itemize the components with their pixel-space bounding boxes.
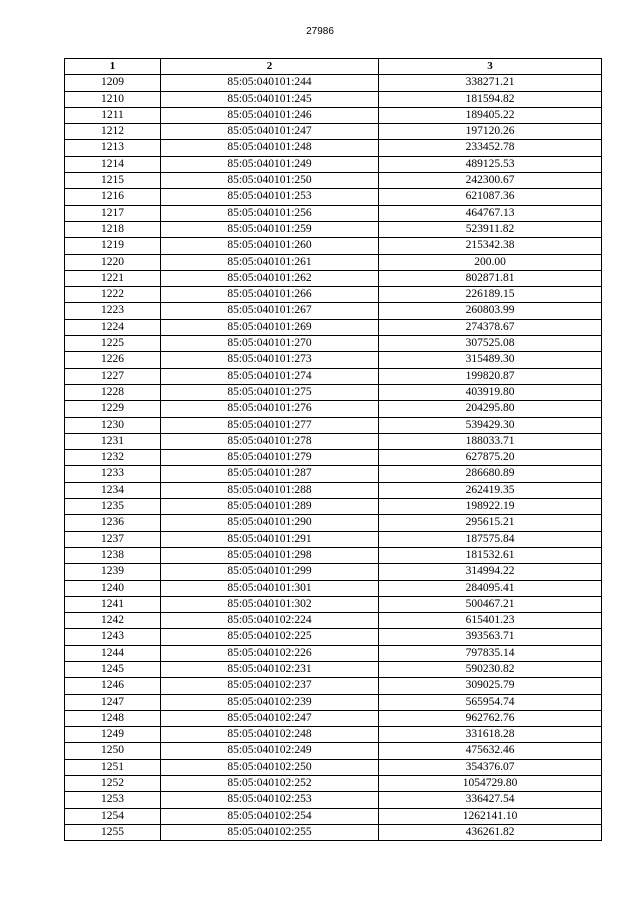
table-row (65, 596, 602, 612)
table-row (65, 303, 602, 319)
cadastral-number-cell: 85:05:040101:256 (161, 205, 379, 221)
cadastral-number-cell: 85:05:040101:248 (161, 140, 379, 156)
table-row (65, 140, 602, 156)
row-number-cell: 1217 (65, 205, 161, 221)
cadastral-value-cell: 393563.71 (379, 629, 602, 645)
row-number-cell: 1210 (65, 91, 161, 107)
cadastral-number-cell: 85:05:040101:247 (161, 124, 379, 140)
row-number-cell: 1251 (65, 759, 161, 775)
cadastral-value-cell: 197120.26 (379, 124, 602, 140)
table-row (65, 547, 602, 563)
table-row (65, 710, 602, 726)
cadastral-number-cell: 85:05:040102:239 (161, 694, 379, 710)
cadastral-number-cell: 85:05:040102:231 (161, 661, 379, 677)
row-number-cell: 1248 (65, 710, 161, 726)
cadastral-number-cell: 85:05:040102:224 (161, 613, 379, 629)
cadastral-value-cell: 274378.67 (379, 319, 602, 335)
cadastral-value-cell: 1054729.80 (379, 776, 602, 792)
table-row (65, 352, 602, 368)
row-number-cell: 1229 (65, 401, 161, 417)
cadastral-number-cell: 85:05:040101:302 (161, 596, 379, 612)
row-number-cell: 1214 (65, 156, 161, 172)
table-row (65, 645, 602, 661)
cadastral-number-cell: 85:05:040101:274 (161, 368, 379, 384)
cadastral-value-cell: 464767.13 (379, 205, 602, 221)
table-row (65, 189, 602, 205)
cadastral-value-cell: 181594.82 (379, 91, 602, 107)
cadastral-value-cell: 1262141.10 (379, 808, 602, 824)
cadastral-number-cell: 85:05:040102:249 (161, 743, 379, 759)
cadastral-value-cell: 199820.87 (379, 368, 602, 384)
cadastral-number-cell: 85:05:040101:266 (161, 287, 379, 303)
table-row (65, 238, 602, 254)
row-number-cell: 1219 (65, 238, 161, 254)
table-row (65, 531, 602, 547)
table-row (65, 384, 602, 400)
row-number-cell: 1236 (65, 515, 161, 531)
cadastral-number-cell: 85:05:040101:249 (161, 156, 379, 172)
row-number-cell: 1252 (65, 776, 161, 792)
cadastral-value-cell: 215342.38 (379, 238, 602, 254)
cadastral-number-cell: 85:05:040101:259 (161, 221, 379, 237)
row-number-cell: 1225 (65, 336, 161, 352)
row-number-cell: 1213 (65, 140, 161, 156)
row-number-cell: 1233 (65, 466, 161, 482)
cadastral-value-cell: 188033.71 (379, 433, 602, 449)
table-row (65, 401, 602, 417)
cadastral-value-cell: 500467.21 (379, 596, 602, 612)
cadastral-value-cell: 284095.41 (379, 580, 602, 596)
row-number-cell: 1237 (65, 531, 161, 547)
row-number-cell: 1222 (65, 287, 161, 303)
row-number-cell: 1243 (65, 629, 161, 645)
cadastral-number-cell: 85:05:040101:275 (161, 384, 379, 400)
table-row (65, 580, 602, 596)
table-row (65, 678, 602, 694)
row-number-cell: 1250 (65, 743, 161, 759)
row-number-cell: 1215 (65, 173, 161, 189)
cadastral-value-cell: 189405.22 (379, 107, 602, 123)
cadastral-value-cell: 200.00 (379, 254, 602, 270)
cadastral-value-cell: 615401.23 (379, 613, 602, 629)
table-row (65, 107, 602, 123)
cadastral-number-cell: 85:05:040101:246 (161, 107, 379, 123)
cadastral-number-cell: 85:05:040101:261 (161, 254, 379, 270)
table-row (65, 629, 602, 645)
cadastral-value-cell: 204295.80 (379, 401, 602, 417)
table-row (65, 466, 602, 482)
column-header-number: 1 (65, 59, 161, 75)
row-number-cell: 1235 (65, 499, 161, 515)
row-number-cell: 1232 (65, 450, 161, 466)
row-number-cell: 1220 (65, 254, 161, 270)
cadastral-number-cell: 85:05:040101:262 (161, 270, 379, 286)
cadastral-value-cell: 797835.14 (379, 645, 602, 661)
row-number-cell: 1231 (65, 433, 161, 449)
cadastral-value-cell: 187575.84 (379, 531, 602, 547)
cadastral-value-cell: 565954.74 (379, 694, 602, 710)
cadastral-value-cell: 262419.35 (379, 482, 602, 498)
row-number-cell: 1239 (65, 564, 161, 580)
row-number-cell: 1244 (65, 645, 161, 661)
cadastral-number-cell: 85:05:040101:298 (161, 547, 379, 563)
row-number-cell: 1227 (65, 368, 161, 384)
cadastral-number-cell: 85:05:040101:287 (161, 466, 379, 482)
row-number-cell: 1242 (65, 613, 161, 629)
table-row (65, 254, 602, 270)
cadastral-value-cell: 309025.79 (379, 678, 602, 694)
cadastral-value-cell: 539429.30 (379, 417, 602, 433)
cadastral-number-cell: 85:05:040101:244 (161, 75, 379, 91)
table-row (65, 91, 602, 107)
cadastral-number-cell: 85:05:040101:245 (161, 91, 379, 107)
cadastral-number-cell: 85:05:040101:301 (161, 580, 379, 596)
table-row (65, 482, 602, 498)
cadastral-value-cell: 523911.82 (379, 221, 602, 237)
row-number-cell: 1241 (65, 596, 161, 612)
cadastral-number-cell: 85:05:040101:291 (161, 531, 379, 547)
row-number-cell: 1254 (65, 808, 161, 824)
cadastral-number-cell: 85:05:040101:270 (161, 336, 379, 352)
table-row (65, 287, 602, 303)
cadastral-number-cell: 85:05:040102:250 (161, 759, 379, 775)
table-row (65, 450, 602, 466)
cadastral-value-cell: 315489.30 (379, 352, 602, 368)
row-number-cell: 1253 (65, 792, 161, 808)
table-header-row (65, 59, 602, 75)
table-row (65, 124, 602, 140)
row-number-cell: 1228 (65, 384, 161, 400)
cadastral-value-cell: 621087.36 (379, 189, 602, 205)
table-row (65, 759, 602, 775)
row-number-cell: 1245 (65, 661, 161, 677)
table-row (65, 661, 602, 677)
table-row (65, 156, 602, 172)
cadastral-number-cell: 85:05:040102:226 (161, 645, 379, 661)
cadastral-number-cell: 85:05:040101:273 (161, 352, 379, 368)
cadastral-number-cell: 85:05:040101:299 (161, 564, 379, 580)
cadastral-number-cell: 85:05:040101:269 (161, 319, 379, 335)
cadastral-number-cell: 85:05:040101:267 (161, 303, 379, 319)
row-number-cell: 1211 (65, 107, 161, 123)
table-row (65, 515, 602, 531)
cadastral-value-cell: 295615.21 (379, 515, 602, 531)
cadastral-value-cell: 286680.89 (379, 466, 602, 482)
row-number-cell: 1238 (65, 547, 161, 563)
cadastral-value-cell: 181532.61 (379, 547, 602, 563)
table-row (65, 319, 602, 335)
cadastral-value-cell: 198922.19 (379, 499, 602, 515)
cadastral-value-cell: 354376.07 (379, 759, 602, 775)
table-row (65, 808, 602, 824)
row-number-cell: 1230 (65, 417, 161, 433)
cadastral-value-cell: 307525.08 (379, 336, 602, 352)
cadastral-value-cell: 226189.15 (379, 287, 602, 303)
table-row (65, 75, 602, 91)
cadastral-number-cell: 85:05:040101:277 (161, 417, 379, 433)
row-number-cell: 1240 (65, 580, 161, 596)
cadastral-value-cell: 475632.46 (379, 743, 602, 759)
row-number-cell: 1212 (65, 124, 161, 140)
table-row (65, 776, 602, 792)
cadastral-number-cell: 85:05:040101:250 (161, 173, 379, 189)
table-row (65, 824, 602, 840)
row-number-cell: 1234 (65, 482, 161, 498)
cadastral-number-cell: 85:05:040102:248 (161, 727, 379, 743)
row-number-cell: 1249 (65, 727, 161, 743)
table-row (65, 499, 602, 515)
table-row (65, 727, 602, 743)
cadastral-value-cell: 436261.82 (379, 824, 602, 840)
table-row (65, 368, 602, 384)
table-row (65, 173, 602, 189)
cadastral-number-cell: 85:05:040102:225 (161, 629, 379, 645)
row-number-cell: 1246 (65, 678, 161, 694)
cadastral-value-table (64, 58, 602, 841)
cadastral-value-cell: 802871.81 (379, 270, 602, 286)
cadastral-value-cell: 260803.99 (379, 303, 602, 319)
cadastral-value-cell: 403919.80 (379, 384, 602, 400)
cadastral-number-cell: 85:05:040102:253 (161, 792, 379, 808)
row-number-cell: 1224 (65, 319, 161, 335)
row-number-cell: 1209 (65, 75, 161, 91)
cadastral-value-cell: 338271.21 (379, 75, 602, 91)
cadastral-number-cell: 85:05:040101:290 (161, 515, 379, 531)
column-header-cadastral-number: 2 (161, 59, 379, 75)
row-number-cell: 1221 (65, 270, 161, 286)
cadastral-number-cell: 85:05:040102:255 (161, 824, 379, 840)
cadastral-number-cell: 85:05:040101:289 (161, 499, 379, 515)
table-body (65, 75, 602, 841)
cadastral-value-cell: 590230.82 (379, 661, 602, 677)
row-number-cell: 1218 (65, 221, 161, 237)
cadastral-number-cell: 85:05:040101:253 (161, 189, 379, 205)
table-row (65, 743, 602, 759)
row-number-cell: 1223 (65, 303, 161, 319)
table-row (65, 417, 602, 433)
row-number-cell: 1216 (65, 189, 161, 205)
table-row (65, 792, 602, 808)
row-number-cell: 1255 (65, 824, 161, 840)
cadastral-value-cell: 489125.53 (379, 156, 602, 172)
column-header-cadastral-value: 3 (379, 59, 602, 75)
table-row (65, 564, 602, 580)
table-row (65, 613, 602, 629)
table-row (65, 336, 602, 352)
cadastral-number-cell: 85:05:040102:237 (161, 678, 379, 694)
table-row (65, 694, 602, 710)
row-number-cell: 1226 (65, 352, 161, 368)
table-row (65, 270, 602, 286)
cadastral-number-cell: 85:05:040101:260 (161, 238, 379, 254)
table-row (65, 221, 602, 237)
cadastral-number-cell: 85:05:040102:254 (161, 808, 379, 824)
table-row (65, 433, 602, 449)
cadastral-number-cell: 85:05:040101:276 (161, 401, 379, 417)
row-number-cell: 1247 (65, 694, 161, 710)
cadastral-value-cell: 314994.22 (379, 564, 602, 580)
cadastral-value-cell: 962762.76 (379, 710, 602, 726)
cadastral-number-cell: 85:05:040101:288 (161, 482, 379, 498)
table-row (65, 205, 602, 221)
cadastral-value-cell: 233452.78 (379, 140, 602, 156)
cadastral-value-cell: 336427.54 (379, 792, 602, 808)
cadastral-number-cell: 85:05:040102:247 (161, 710, 379, 726)
cadastral-value-cell: 627875.20 (379, 450, 602, 466)
cadastral-number-cell: 85:05:040102:252 (161, 776, 379, 792)
cadastral-number-cell: 85:05:040101:279 (161, 450, 379, 466)
page-number: 27986 (306, 26, 334, 37)
cadastral-value-cell: 331618.28 (379, 727, 602, 743)
cadastral-value-cell: 242300.67 (379, 173, 602, 189)
cadastral-number-cell: 85:05:040101:278 (161, 433, 379, 449)
